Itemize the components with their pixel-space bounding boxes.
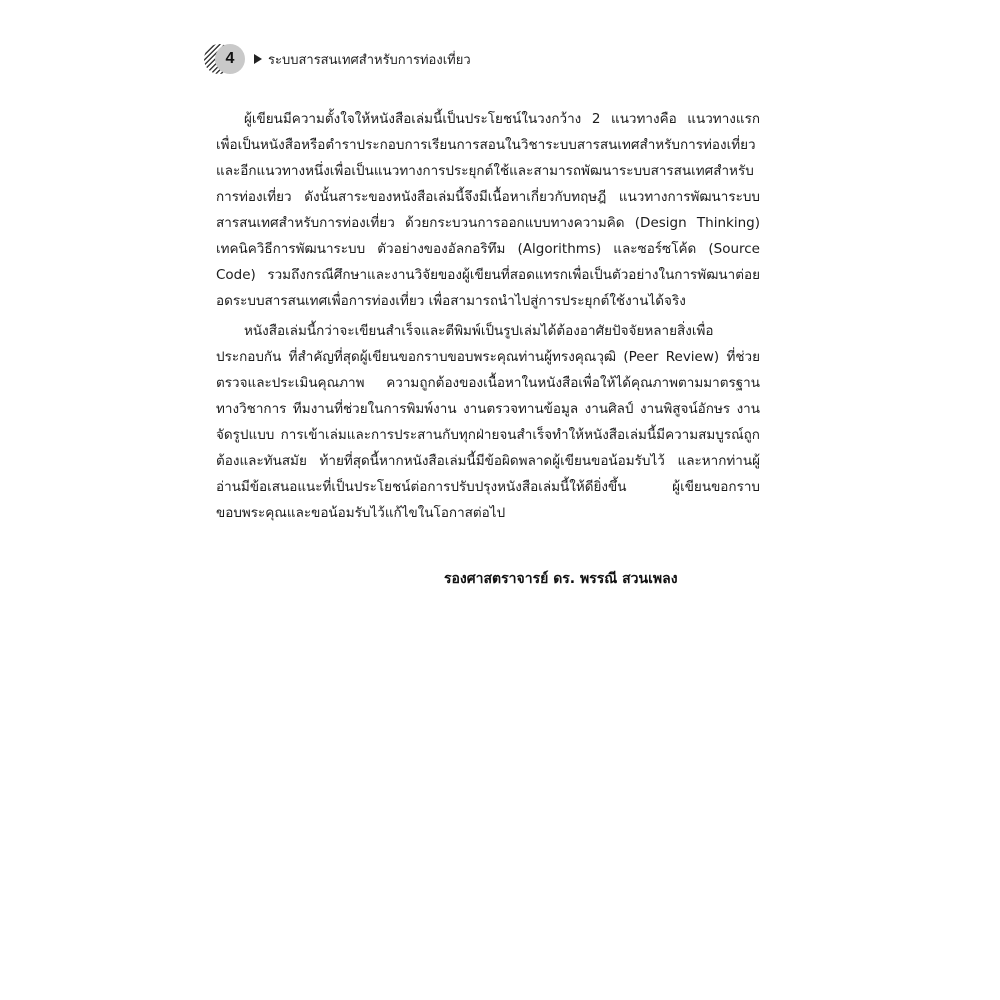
paragraph-intent: ผู้เขียนมีความตั้งใจให้หนังสือเล่มนี้เป็นประโยชน์ในวงกว้าง 2 แนวทางคือ แนวทางแรกเพื่อเป็นหนังสือหรือตำราประกอบการเรียนการสอนในวิชาระบบสารสนเทศสำหรับการท่องเที่ยวและอีกแนวทางหนึ่งเพื่อเป็นแนวทางการประยุกต์ใช้และสามารถพัฒนาระบบสารสนเทศสำหรับการท่องเที่ยว ดังนั้นสาระของหนังสือเล่มนี้จึงมีเนื้อหาเกี่ยวกับทฤษฎี แนวทางการพัฒนาระบบสารสนเทศสำหรับการท่องเที่ยว ด้วยกระบวนการออกแบบทางความคิด (Design Thinking) เทคนิควิธีการพัฒนาระบบ ตัวอย่างของอัลกอริทึม (Algorithms) และซอร์ซโค้ด (Source Code) รวมถึงกรณีศึกษาและงานวิจัยของผู้เขียนที่สอดแทรกเพื่อเป็นตัวอย่างในการพัฒนาต่อยอดระบบสารสนเทศเพื่อการท่องเที่ยว เพื่อสามารถนำไปสู่การประยุกต์ใช้งานได้จริง xyxy=(216,111,760,309)
author-signature: รองศาสตราจารย์ ดร. พรรณี สวนเพลง xyxy=(444,571,678,587)
paragraph-acknowledgement: หนังสือเล่มนี้กว่าจะเขียนสำเร็จและตีพิมพ์เป็นรูปเล่มได้ต้องอาศัยปัจจัยหลายสิ่งเพื่อประกอบกัน ที่สำคัญที่สุดผู้เขียนขอกราบขอบพระคุณท่านผู้ทรงคุณวุฒิ (Peer Review) ที่ช่วยตรวจและประเมินคุณภาพ ความถูกต้องของเนื้อหาในหนังสือเพื่อให้ได้คุณภาพตามมาตรฐานทางวิชาการ ทีมงานที่ช่วยในการพิมพ์งาน งานตรวจทานข้อมูล งานศิลป์ งานพิสูจน์อักษร งานจัดรูปแบบ การเข้าเล่มและการประสานกับทุกฝ่ายจนสำเร็จทำให้หนังสือเล่มนี้มีความสมบูรณ์ถูกต้องและทันสมัย ท้ายที่สุดนี้หากหนังสือเล่มนี้มีข้อผิดพลาดผู้เขียนขอน้อมรับไว้ และหากท่านผู้อ่านมีข้อเสนอแนะที่เป็นประโยชน์ต่อการปรับปรุงหนังสือเล่มนี้ให้ดียิ่งขึ้น ผู้เขียนขอกราบขอบพระคุณและขอน้อมรับไว้แก้ไขในโอกาสต่อไป xyxy=(216,323,760,521)
page-header xyxy=(204,44,471,74)
page-number-badge xyxy=(204,44,248,74)
running-header-title: ระบบสารสนเทศสำหรับการท่องเที่ยว xyxy=(268,52,471,68)
triangle-arrow-icon xyxy=(254,54,262,64)
body-text xyxy=(216,106,760,530)
page-number: 4 xyxy=(215,44,245,74)
